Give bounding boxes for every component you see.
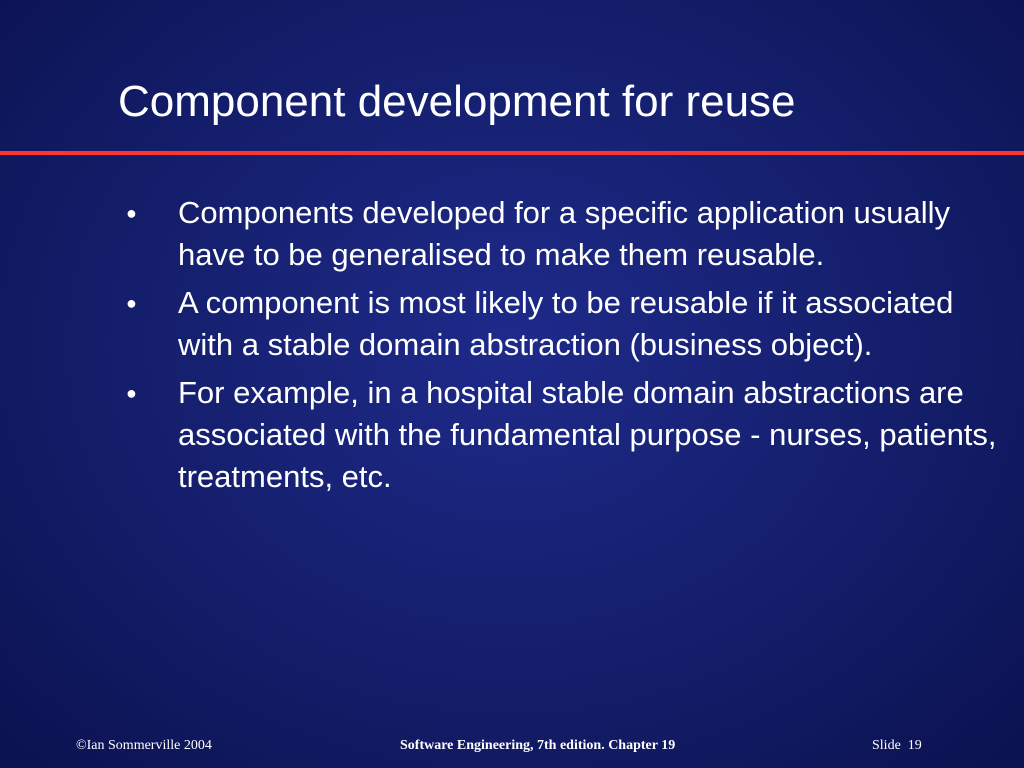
title-divider (0, 151, 1024, 155)
bullet-text: Components developed for a specific application usually have to be generalised to make them reusable. (178, 195, 951, 272)
bullet-item (122, 192, 1002, 276)
bullet-dot-icon: ● (126, 383, 137, 403)
bullet-item (122, 282, 1002, 366)
slide-title: Component development for reuse (118, 77, 796, 126)
footer-slide-number: Slide 19 (872, 738, 922, 753)
footer-book-title: Software Engineering, 7th edition. Chapter 19 (400, 738, 676, 753)
footer-copyright: ©Ian Sommerville 2004 (76, 738, 212, 753)
bullet-list (122, 192, 1002, 504)
bullet-dot-icon: ● (126, 203, 137, 223)
bullet-text: A component is most likely to be reusable if it associated with a stable domain abstraction (business object). (178, 285, 954, 362)
bullet-dot-icon: ● (126, 293, 137, 313)
bullet-text: For example, in a hospital stable domain abstractions are associated with the fundamental purpose - nurses, patients, treatments, etc. (178, 375, 997, 494)
bullet-item (122, 372, 1002, 498)
